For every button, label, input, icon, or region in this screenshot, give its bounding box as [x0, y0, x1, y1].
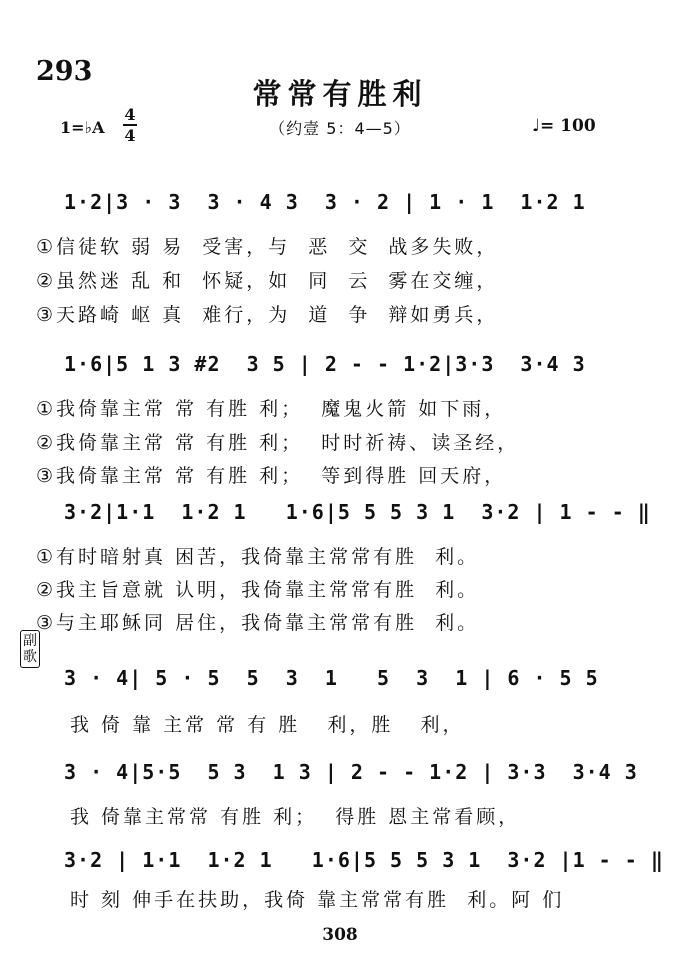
- notes-system-4: 3 · 4| 5 · 5 5 3 1 5 3 1 | 6 · 5 5: [64, 666, 599, 690]
- meter-top: 4: [124, 105, 136, 124]
- page-title: 常常有胜利: [252, 77, 428, 111]
- lyric-line-6-1: 时 刻 伸手在扶助，我倚 靠主常常有胜 利。阿 们: [70, 889, 565, 911]
- lyric-line-4-1: 我 倚 靠 主常 常 有 胜 利，胜 利，: [70, 714, 465, 736]
- lyric-line-3-2: ②我主旨意就 认明，我倚靠主常常有胜 利。: [36, 579, 480, 601]
- notes-system-2: 1·6|5 1 3 #2 3 5 | 2 - - 1·2|3·3 3·4 3: [64, 352, 586, 376]
- page-number: 308: [322, 925, 358, 945]
- lyric-line-2-2: ②我倚靠主常 常 有胜 利； 时时祈祷、读圣经，: [36, 432, 520, 454]
- lyric-line-3-1: ①有时暗射真 困苦，我倚靠主常常有胜 利。: [36, 546, 480, 568]
- refrain-label: 副歌: [20, 630, 40, 668]
- notes-system-6: 3·2 | 1·1 1·2 1 1·6|5 5 5 3 1 3·2 |1 - - ‖: [64, 848, 664, 872]
- lyric-line-2-1: ①我倚靠主常 常 有胜 利； 魔鬼火箭 如下雨，: [36, 398, 507, 420]
- lyric-line-1-1: ①信徒软 弱 易 受害，与 恶 交 战多失败，: [36, 236, 499, 258]
- lyric-line-5-1: 我 倚靠主常常 有胜 利； 得胜 恩主常看顾，: [70, 806, 521, 828]
- tempo-marking: ♩= 100: [532, 116, 596, 136]
- meter-bottom: 4: [124, 126, 136, 145]
- key-signature: 1=♭A: [60, 118, 105, 137]
- scripture-reference: （约壹 5：4—5）: [269, 119, 411, 138]
- notes-system-1: 1·2|3 · 3 3 · 4 3 3 · 2 | 1 · 1 1·2 1: [64, 190, 586, 214]
- lyric-line-2-3: ③我倚靠主常 常 有胜 利； 等到得胜 回天府，: [36, 465, 507, 487]
- time-signature: [120, 106, 140, 144]
- lyric-line-1-3: ③天路崎 岖 真 难行，为 道 争 辩如勇兵，: [36, 304, 499, 326]
- hymn-number: 293: [36, 56, 93, 87]
- lyric-line-1-2: ②虽然迷 乱 和 怀疑，如 同 云 雾在交缠，: [36, 270, 499, 292]
- notes-system-5: 3 · 4|5·5 5 3 1 3 | 2 - - 1·2 | 3·3 3·4 3: [64, 760, 638, 784]
- notes-system-3: 3·2|1·1 1·2 1 1·6|5 5 5 3 1 3·2 | 1 - - ‖: [64, 500, 651, 524]
- lyric-line-3-3: ③与主耶稣同 居住，我倚靠主常常有胜 利。: [36, 612, 480, 634]
